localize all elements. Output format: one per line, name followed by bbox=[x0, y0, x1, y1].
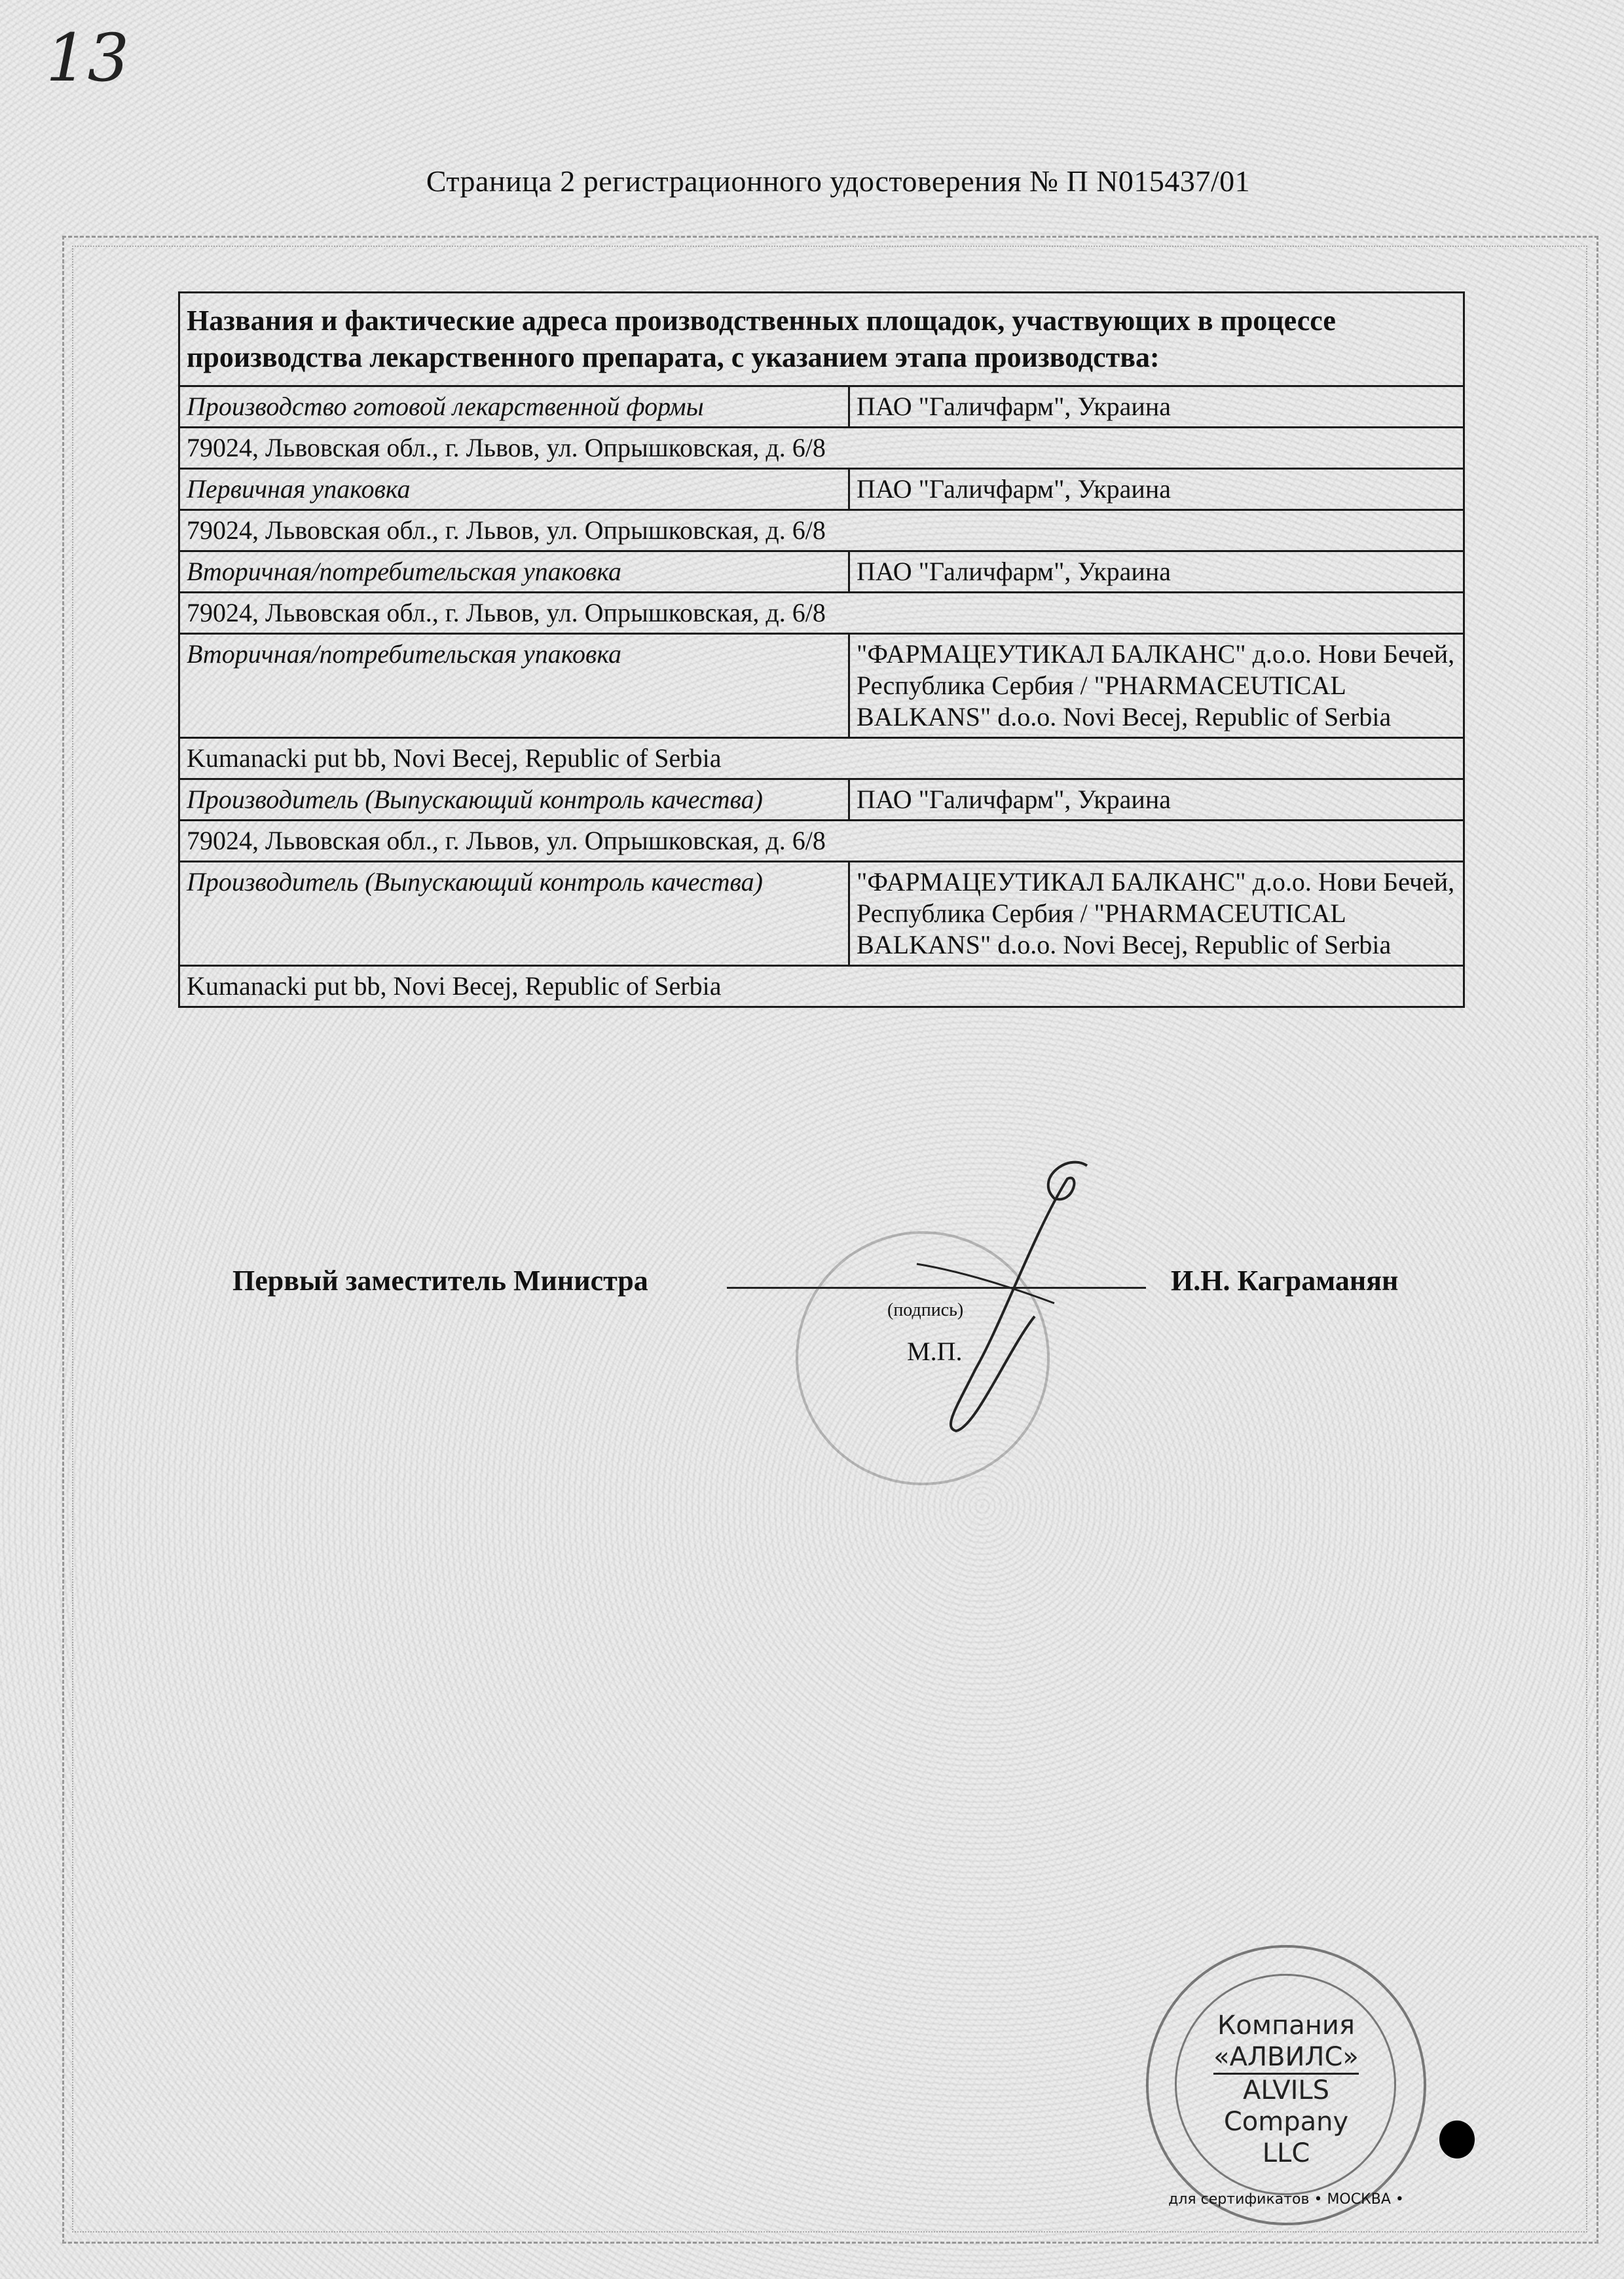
stage-cell: Производство готовой лекарственной формы bbox=[179, 386, 849, 428]
address-cell: Kumanacki put bb, Novi Becej, Republic of Serbia bbox=[179, 738, 1464, 779]
manufacturer-cell: ПАО "Галичфарм", Украина bbox=[849, 779, 1464, 821]
stamp-line: ALVILS bbox=[1242, 2075, 1330, 2105]
handwritten-signature bbox=[904, 1153, 1100, 1434]
stage-cell: Вторичная/потребительская упаковка bbox=[179, 634, 849, 738]
signatory-name: И.Н. Каграманян bbox=[1171, 1265, 1399, 1297]
stamp-line: Компания bbox=[1217, 2010, 1355, 2041]
address-cell: Kumanacki put bb, Novi Becej, Republic of Serbia bbox=[179, 966, 1464, 1007]
manufacturer-cell: ПАО "Галичфарм", Украина bbox=[849, 469, 1464, 510]
address-row bbox=[179, 428, 1464, 469]
signature-caption: (подпись) bbox=[887, 1300, 964, 1320]
signatory-position: Первый заместитель Министра bbox=[232, 1265, 648, 1297]
table-header-row bbox=[179, 293, 1464, 386]
production-sites-table bbox=[178, 291, 1465, 1008]
page-header: Страница 2 регистрационного удостоверения № П N015437/01 bbox=[426, 164, 1251, 198]
manufacturer-cell: ПАО "Галичфарм", Украина bbox=[849, 386, 1464, 428]
stage-row bbox=[179, 779, 1464, 821]
stamp-line: Company bbox=[1223, 2107, 1349, 2137]
address-row bbox=[179, 510, 1464, 551]
stage-row bbox=[179, 634, 1464, 738]
address-row bbox=[179, 593, 1464, 634]
address-row bbox=[179, 966, 1464, 1007]
address-cell: 79024, Львовская обл., г. Львов, ул. Опрышковская, д. 6/8 bbox=[179, 821, 1464, 862]
handwritten-page-number: 13 bbox=[46, 20, 130, 96]
manufacturer-cell: ПАО "Галичфарм", Украина bbox=[849, 551, 1464, 593]
stage-cell: Первичная упаковка bbox=[179, 469, 849, 510]
stage-cell: Производитель (Выпускающий контроль качества) bbox=[179, 779, 849, 821]
manufacturer-cell: "ФАРМАЦЕУТИКАЛ БАЛКАНС" д.о.о. Нови Бечей, Республика Сербия / "PHARMACEUTICAL BALKANS" d.o.o. Novi Becej, Republic of Serbia bbox=[849, 634, 1464, 738]
stage-cell: Вторичная/потребительская упаковка bbox=[179, 551, 849, 593]
punch-hole-mark bbox=[1439, 2121, 1475, 2159]
stamp-line: «АЛВИЛС» bbox=[1213, 2041, 1359, 2075]
stage-row bbox=[179, 469, 1464, 510]
stamp-line: LLC bbox=[1262, 2138, 1310, 2168]
seal-caption: М.П. bbox=[907, 1337, 963, 1366]
stamp-ring-text: для сертификатов • МОСКВА • bbox=[1168, 2191, 1404, 2208]
stage-cell: Производитель (Выпускающий контроль качества) bbox=[179, 862, 849, 966]
stage-row bbox=[179, 386, 1464, 428]
address-cell: 79024, Львовская обл., г. Львов, ул. Опрышковская, д. 6/8 bbox=[179, 510, 1464, 551]
manufacturer-cell: "ФАРМАЦЕУТИКАЛ БАЛКАНС" д.о.о. Нови Бечей, Республика Сербия / "PHARMACEUTICAL BALKANS" d.o.o. Novi Becej, Republic of Serbia bbox=[849, 862, 1464, 966]
address-row bbox=[179, 821, 1464, 862]
address-cell: 79024, Львовская обл., г. Львов, ул. Опрышковская, д. 6/8 bbox=[179, 593, 1464, 634]
table-header: Названия и фактические адреса производственных площадок, участвующих в процессе производства лекарственного препарата, с указанием этапа производства: bbox=[179, 293, 1464, 386]
address-cell: 79024, Львовская обл., г. Львов, ул. Опрышковская, д. 6/8 bbox=[179, 428, 1464, 469]
stage-row bbox=[179, 862, 1464, 966]
stage-row bbox=[179, 551, 1464, 593]
company-stamp bbox=[1146, 1945, 1426, 2225]
address-row bbox=[179, 738, 1464, 779]
